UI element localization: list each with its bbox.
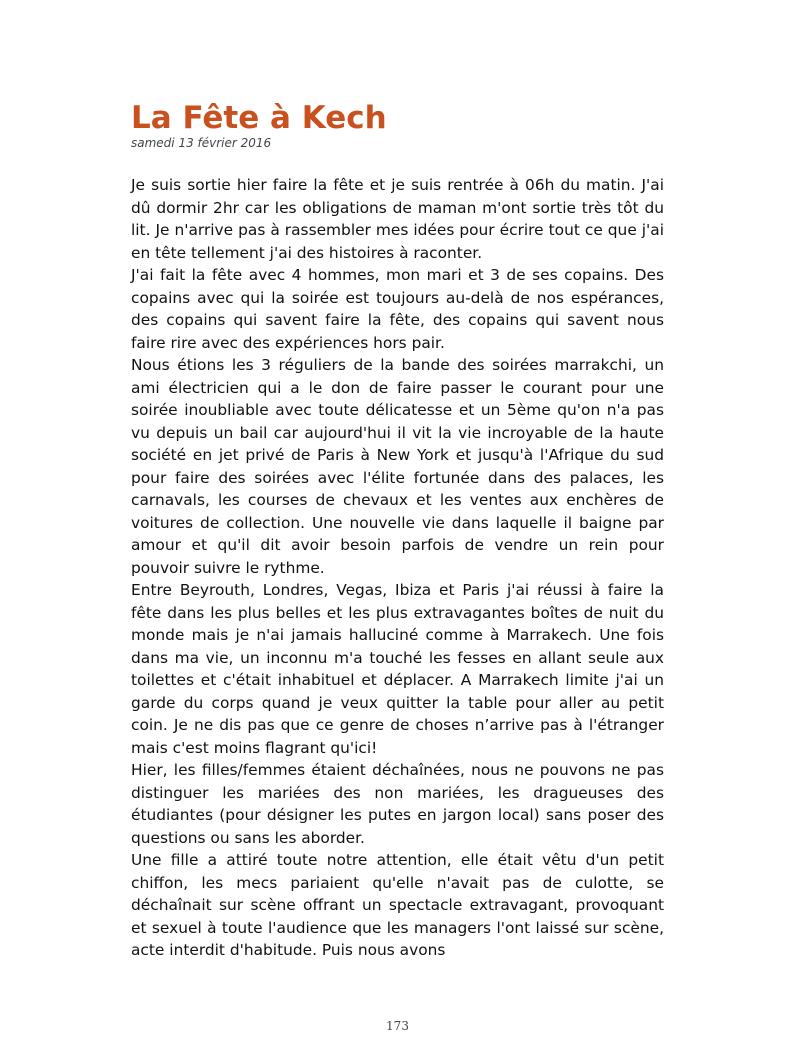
article-date: samedi 13 février 2016 <box>131 136 272 150</box>
paragraph: J'ai fait la fête avec 4 hommes, mon mari et 3 de ses copains. Des copains avec qui la soirée est toujours au-delà de nos espérances, des copains qui savent faire la fête, des copains qui savent nous faire rire avec des expériences hors pair. <box>131 266 664 352</box>
paragraph: Hier, les filles/femmes étaient déchaînées, nous ne pouvons ne pas distinguer les mariées des non mariées, les dragueuses des étudiantes (pour désigner les putes en jargon local) sans poser des questions ou sans les aborder. <box>131 761 664 847</box>
paragraph: Une fille a attiré toute notre attention, elle était vêtu d'un petit chiffon, les mecs pariaient qu'elle n'avait pas de culotte, se déchaînait sur scène offrant un spectacle extravagant, provoquant et sexuel à toute l'audience que les managers l'ont laissé sur scène, acte interdit d'habitude. Puis nous avons <box>131 851 664 959</box>
page-number: 173 <box>386 1019 409 1033</box>
article-body <box>131 174 664 962</box>
article-title: La Fête à Kech <box>131 100 387 136</box>
paragraph: Entre Beyrouth, Londres, Vegas, Ibiza et Paris j'ai réussi à faire la fête dans les plus belles et les plus extravagantes boîtes de nuit du monde mais je n'ai jamais halluciné comme à Marrakech. Une fois dans ma vie, un inconnu m'a touché les fesses en allant seule aux toilettes et c'était inhabituel et déplacer. A Marrakech limite j'ai un garde du corps quand je veux quitter la table pour aller au petit coin. Je ne dis pas que ce genre de choses n’arrive pas à l'étranger mais c'est moins flagrant qu'ici! <box>131 581 664 757</box>
paragraph: Nous étions les 3 réguliers de la bande des soirées marrakchi, un ami électricien qui a le don de faire passer le courant pour une soirée inoubliable avec toute délicatesse et un 5ème qu'on n'a pas vu depuis un bail car aujourd'hui il vit la vie incroyable de la haute société en jet privé de Paris à New York et jusqu'à l'Afrique du sud pour faire des soirées avec l'élite fortunée dans des palaces, les carnavals, les courses de chevaux et les ventes aux enchères de voitures de collection. Une nouvelle vie dans laquelle il baigne par amour et qu'il dit avoir besoin parfois de vendre un rein pour pouvoir suivre le rythme. <box>131 356 664 577</box>
paragraph: Je suis sortie hier faire la fête et je suis rentrée à 06h du matin. J'ai dû dormir 2hr car les obligations de maman m'ont sortie très tôt du lit. Je n'arrive pas à rassembler mes idées pour écrire tout ce que j'ai en tête tellement j'ai des histoires à raconter. <box>131 176 664 262</box>
